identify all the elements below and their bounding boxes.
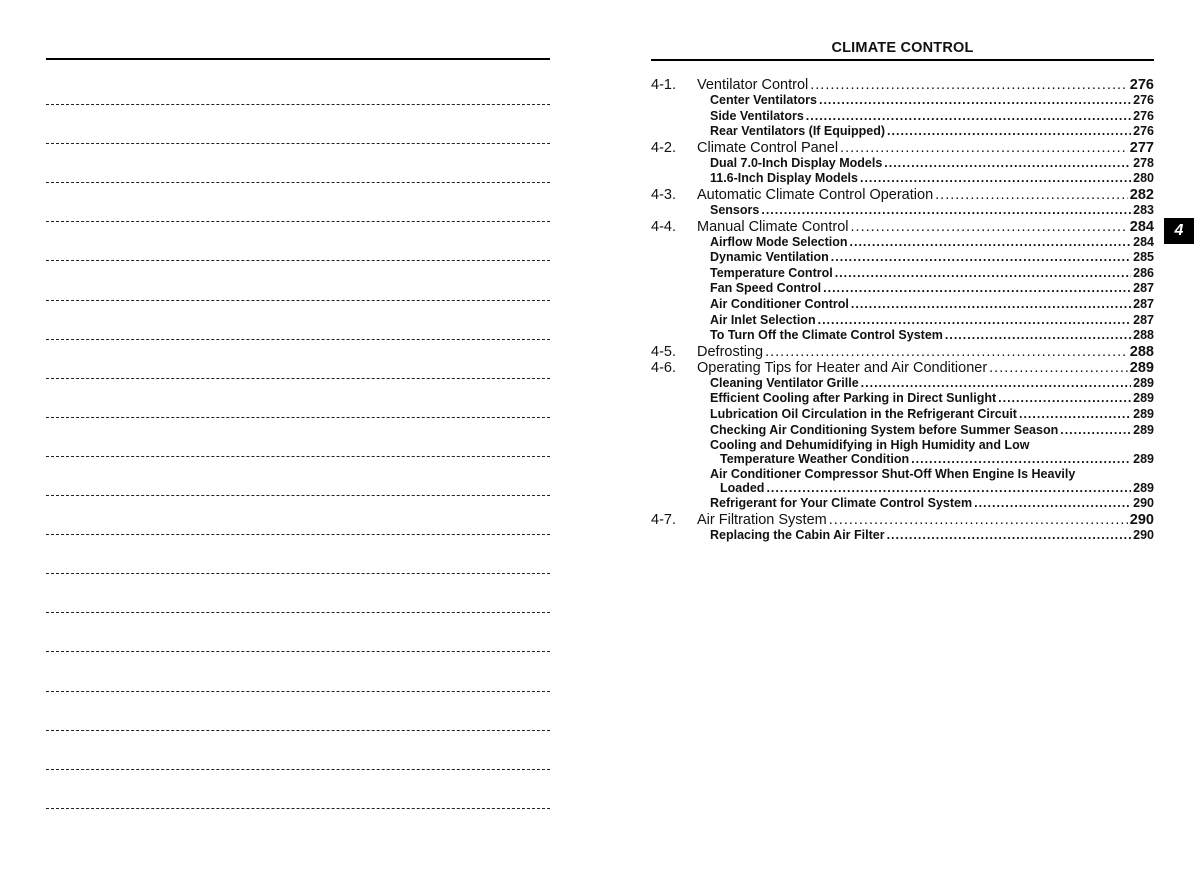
toc-dot-leader bbox=[840, 140, 1128, 156]
toc-section-title: Operating Tips for Heater and Air Conditioner bbox=[697, 359, 988, 376]
toc-dot-leader bbox=[935, 187, 1128, 203]
note-line bbox=[46, 104, 550, 105]
toc-entry[interactable] bbox=[651, 281, 1154, 297]
toc-entry-page: 289 bbox=[1133, 391, 1154, 406]
note-line bbox=[46, 573, 550, 574]
toc-dot-leader bbox=[887, 528, 1132, 544]
toc-page bbox=[651, 38, 1154, 543]
toc-entry-page: 287 bbox=[1133, 281, 1154, 296]
toc-entry-page: 289 bbox=[1133, 406, 1154, 421]
toc-entry-page: 286 bbox=[1133, 265, 1154, 280]
toc-section-page: 289 bbox=[1129, 359, 1154, 376]
toc-entry-page: 283 bbox=[1133, 202, 1154, 217]
toc-entry-title: Lubrication Oil Circulation in the Refrigerant Circuit bbox=[710, 406, 1017, 421]
note-line bbox=[46, 417, 550, 418]
toc-entry-title: Cleaning Ventilator Grille bbox=[710, 375, 859, 390]
toc-dot-leader bbox=[818, 313, 1132, 329]
toc-entry[interactable] bbox=[651, 124, 1154, 140]
note-line bbox=[46, 808, 550, 809]
toc-dot-leader bbox=[766, 481, 1131, 496]
toc-entry[interactable] bbox=[651, 93, 1154, 109]
toc-entry-title-cont: Temperature Weather Condition bbox=[720, 452, 910, 467]
toc-entry-page: 278 bbox=[1133, 155, 1154, 170]
toc-entry-title: Cooling and Dehumidifying in High Humidity and Low bbox=[710, 438, 1030, 453]
note-line bbox=[46, 730, 550, 731]
toc-entry-page: 289 bbox=[1133, 452, 1154, 467]
toc-section-page: 282 bbox=[1129, 186, 1154, 203]
toc-entry-title: Air Inlet Selection bbox=[710, 312, 816, 327]
toc-section-title: Ventilator Control bbox=[697, 77, 809, 93]
toc-section-number: 4-7. bbox=[651, 511, 676, 528]
toc-section-page: 277 bbox=[1129, 139, 1154, 156]
toc-section-number: 4-3. bbox=[651, 186, 676, 203]
note-line bbox=[46, 221, 550, 222]
toc-dot-leader bbox=[761, 203, 1131, 219]
toc-entry-title: To Turn Off the Climate Control System bbox=[710, 328, 943, 343]
notes-page bbox=[46, 58, 550, 60]
toc-section-number: 4-5. bbox=[651, 343, 676, 360]
toc-section-title: Automatic Climate Control Operation bbox=[697, 186, 934, 203]
note-line bbox=[46, 456, 550, 457]
toc-section-number: 4-4. bbox=[651, 218, 676, 235]
toc-entry-title: 11.6-Inch Display Models bbox=[710, 171, 858, 186]
toc-entry-title: Checking Air Conditioning System before Summer Season bbox=[710, 422, 1059, 437]
toc-section[interactable] bbox=[651, 360, 1154, 376]
toc-entry-title: Efficient Cooling after Parking in Direct Sunlight bbox=[710, 391, 997, 406]
note-line bbox=[46, 260, 550, 261]
toc-entry-page: 287 bbox=[1133, 296, 1154, 311]
toc-dot-leader bbox=[945, 328, 1131, 344]
toc-entry-continued[interactable] bbox=[651, 452, 1154, 467]
toc-entry-page: 276 bbox=[1133, 108, 1154, 123]
toc-section[interactable] bbox=[651, 219, 1154, 235]
toc-entry[interactable] bbox=[651, 235, 1154, 251]
toc-entry[interactable] bbox=[651, 313, 1154, 329]
toc-dot-leader bbox=[851, 219, 1128, 235]
note-line bbox=[46, 182, 550, 183]
toc-entry-title-cont: Loaded bbox=[720, 481, 765, 496]
toc-section-page: 284 bbox=[1129, 218, 1154, 235]
toc-entry-continued[interactable] bbox=[651, 481, 1154, 496]
toc-dot-leader bbox=[860, 171, 1131, 187]
note-line bbox=[46, 378, 550, 379]
note-line bbox=[46, 691, 550, 692]
chapter-tab: 4 bbox=[1164, 218, 1194, 244]
toc-entry-page: 285 bbox=[1133, 250, 1154, 265]
toc-dot-leader bbox=[829, 512, 1128, 528]
toc-entry-title: Dynamic Ventilation bbox=[710, 250, 829, 265]
toc-entry-title: Air Conditioner Compressor Shut-Off When Engine Is Heavily bbox=[710, 467, 1076, 482]
toc-dot-leader bbox=[810, 77, 1128, 93]
toc-section[interactable] bbox=[651, 140, 1154, 156]
toc-dot-leader bbox=[823, 281, 1131, 297]
toc-dot-leader bbox=[851, 297, 1131, 313]
toc-dot-leader bbox=[1019, 407, 1131, 423]
toc-entry-title: Sensors bbox=[710, 202, 760, 217]
toc-entry-title: Air Conditioner Control bbox=[710, 296, 849, 311]
toc-entry-page: 290 bbox=[1133, 527, 1154, 542]
toc-section-number: 4-2. bbox=[651, 139, 676, 156]
toc-section-page: 276 bbox=[1129, 77, 1154, 93]
toc-entry-title: Replacing the Cabin Air Filter bbox=[710, 527, 885, 542]
toc-entry-title: Center Ventilators bbox=[710, 93, 817, 107]
toc-entry-title: Dual 7.0-Inch Display Models bbox=[710, 155, 883, 170]
toc-entry[interactable] bbox=[651, 423, 1154, 439]
toc-entry[interactable] bbox=[651, 438, 1154, 452]
toc-entry[interactable] bbox=[651, 109, 1154, 125]
toc-section-page: 288 bbox=[1129, 343, 1154, 360]
note-line bbox=[46, 534, 550, 535]
toc-dot-leader bbox=[998, 391, 1131, 407]
toc-section-title: Defrosting bbox=[697, 343, 764, 360]
toc-entry[interactable] bbox=[651, 171, 1154, 187]
toc-dot-leader bbox=[831, 250, 1131, 266]
toc-top-rule bbox=[651, 59, 1154, 61]
toc-dot-leader bbox=[835, 266, 1131, 282]
toc-dot-leader bbox=[989, 360, 1128, 376]
toc-dot-leader bbox=[1060, 423, 1131, 439]
toc-dot-leader bbox=[887, 124, 1131, 140]
toc-dot-leader bbox=[850, 235, 1132, 251]
toc-entry-page: 289 bbox=[1133, 481, 1154, 496]
toc-section[interactable] bbox=[651, 512, 1154, 528]
toc-entry-title: Airflow Mode Selection bbox=[710, 234, 848, 249]
toc-entry[interactable] bbox=[651, 391, 1154, 407]
note-line bbox=[46, 143, 550, 144]
note-line bbox=[46, 612, 550, 613]
toc-entry[interactable] bbox=[651, 328, 1154, 344]
toc-entry[interactable] bbox=[651, 496, 1154, 512]
toc-entry-title: Refrigerant for Your Climate Control System bbox=[710, 496, 973, 511]
toc-section[interactable] bbox=[651, 77, 1154, 93]
toc-dot-leader bbox=[806, 109, 1131, 125]
toc-dot-leader bbox=[819, 93, 1131, 109]
toc-entry[interactable] bbox=[651, 467, 1154, 481]
toc-entry[interactable] bbox=[651, 203, 1154, 219]
toc-entry-title: Temperature Control bbox=[710, 265, 833, 280]
toc-entry-page: 276 bbox=[1133, 124, 1154, 139]
toc-entry-page: 289 bbox=[1133, 375, 1154, 390]
toc-dot-leader bbox=[974, 496, 1131, 512]
toc-list bbox=[651, 77, 1154, 543]
toc-entry-page: 280 bbox=[1133, 171, 1154, 186]
toc-entry[interactable] bbox=[651, 266, 1154, 282]
toc-entry-page: 276 bbox=[1133, 93, 1154, 107]
page-title: CLIMATE CONTROL bbox=[831, 40, 974, 56]
toc-dot-leader bbox=[765, 344, 1128, 360]
toc-section[interactable] bbox=[651, 187, 1154, 203]
toc-entry-title: Fan Speed Control bbox=[710, 281, 822, 296]
toc-section-title: Climate Control Panel bbox=[697, 139, 839, 156]
toc-entry[interactable] bbox=[651, 407, 1154, 423]
toc-section-page: 290 bbox=[1129, 511, 1154, 528]
toc-section-title: Air Filtration System bbox=[697, 511, 827, 528]
toc-entry[interactable] bbox=[651, 250, 1154, 266]
toc-entry-page: 287 bbox=[1133, 312, 1154, 327]
toc-section-number: 4-1. bbox=[651, 77, 676, 93]
note-line bbox=[46, 339, 550, 340]
note-line bbox=[46, 300, 550, 301]
toc-entry-title: Side Ventilators bbox=[710, 108, 804, 123]
toc-dot-leader bbox=[911, 452, 1131, 467]
notes-top-rule bbox=[46, 58, 550, 60]
toc-section-title: Manual Climate Control bbox=[697, 218, 849, 235]
toc-entry-page: 289 bbox=[1133, 422, 1154, 437]
note-line bbox=[46, 769, 550, 770]
toc-section[interactable] bbox=[651, 344, 1154, 360]
toc-section-number: 4-6. bbox=[651, 359, 676, 376]
toc-entry-page: 284 bbox=[1133, 234, 1154, 249]
toc-dot-leader bbox=[884, 156, 1131, 172]
toc-entry[interactable] bbox=[651, 156, 1154, 172]
toc-entry-page: 290 bbox=[1133, 496, 1154, 511]
note-line bbox=[46, 495, 550, 496]
toc-entry[interactable] bbox=[651, 528, 1154, 544]
toc-entry-page: 288 bbox=[1133, 328, 1154, 343]
toc-entry[interactable] bbox=[651, 297, 1154, 313]
note-line bbox=[46, 651, 550, 652]
toc-dot-leader bbox=[861, 376, 1131, 392]
toc-entry[interactable] bbox=[651, 376, 1154, 392]
toc-entry-title: Rear Ventilators (If Equipped) bbox=[710, 124, 886, 139]
